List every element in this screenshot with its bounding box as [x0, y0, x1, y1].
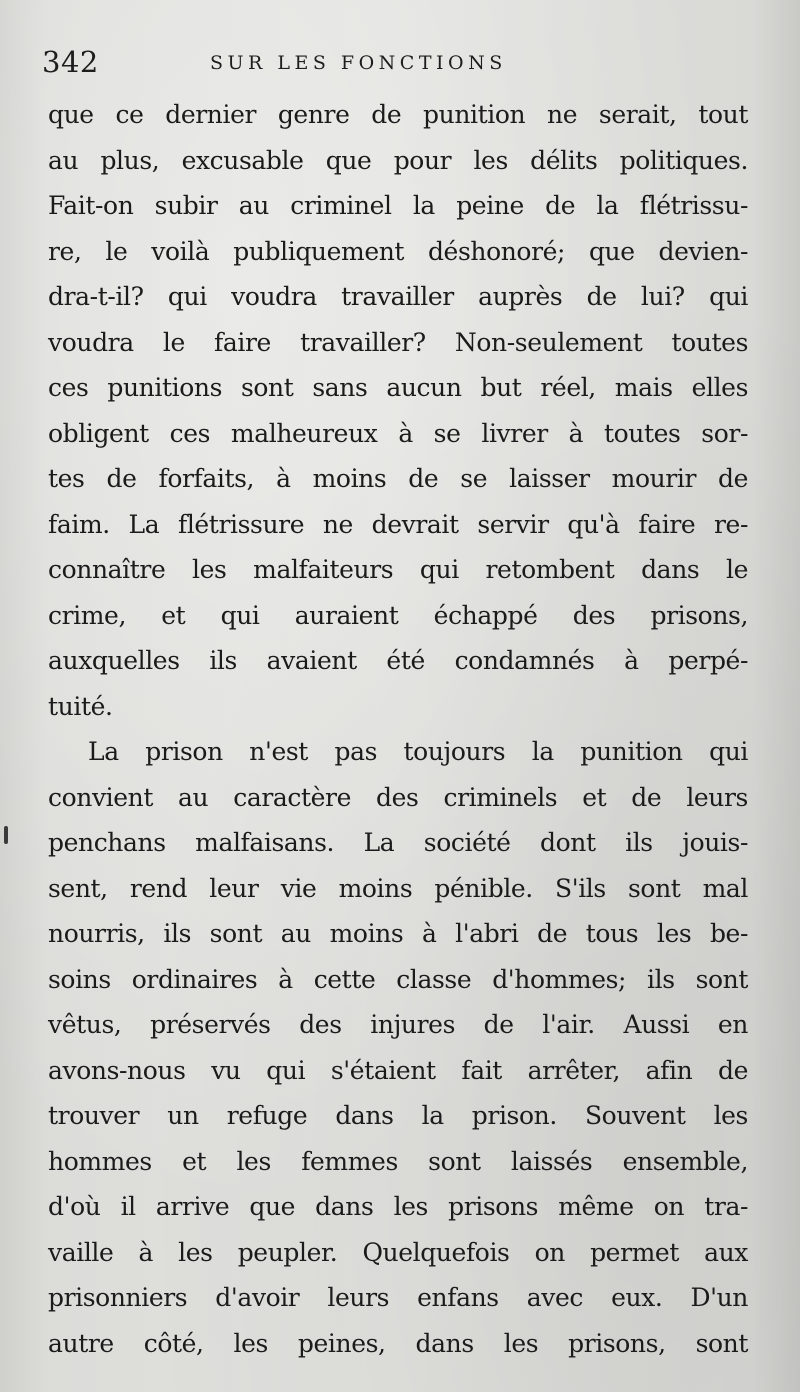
- text-line: auxquelles ils avaient été condamnés à perpé-: [48, 646, 748, 675]
- text-line: obligent ces malheureux à se livrer à toutes sor-: [48, 418, 748, 448]
- text-line: soins ordinaires à cette classe d'hommes; ils sont: [48, 964, 748, 994]
- text-line: trouver un refuge dans la prison. Souvent les: [48, 1101, 748, 1130]
- text-line: La prison n'est pas toujours la punition qui: [88, 737, 748, 766]
- text-line: connaître les malfaiteurs qui retombent dans le: [48, 555, 748, 584]
- text-line: penchans malfaisans. La société dont ils jouis-: [48, 828, 748, 857]
- text-line: avons-nous vu qui s'étaient fait arrêter, afin de: [48, 1055, 748, 1085]
- paragraph-2: [48, 729, 748, 1366]
- page-header: [42, 44, 762, 84]
- text-line: d'où il arrive que dans les prisons même on tra-: [48, 1192, 748, 1221]
- text-line: hommes et les femmes sont laissés ensemble,: [48, 1146, 748, 1176]
- text-line: dra-t-il? qui voudra travailler auprès de lui? qui: [48, 282, 748, 311]
- text-line: re, le voilà publiquement déshonoré; que devien-: [48, 236, 748, 266]
- text-line: crime, et qui auraient échappé des prisons,: [48, 600, 748, 630]
- paragraph-1: [48, 92, 748, 729]
- text-line: ces punitions sont sans aucun but réel, mais elles: [48, 373, 748, 402]
- text-line: vaille à les peupler. Quelquefois on permet aux: [48, 1237, 748, 1267]
- text-line: sent, rend leur vie moins pénible. S'ils sont mal: [48, 873, 748, 903]
- running-head: SUR LES FONCTIONS: [210, 52, 507, 74]
- text-line: tuité.: [48, 691, 113, 721]
- text-line: nourris, ils sont au moins à l'abri de tous les be-: [48, 919, 748, 948]
- text-line: vêtus, préservés des injures de l'air. Aussi en: [48, 1010, 748, 1039]
- text-line: tes de forfaits, à moins de se laisser mourir de: [48, 464, 748, 493]
- page-number: 342: [42, 45, 99, 79]
- text-line: Fait-on subir au criminel la peine de la flétrissu-: [48, 191, 748, 220]
- text-line: que ce dernier genre de punition ne serait, tout: [48, 100, 748, 129]
- text-line: convient au caractère des criminels et de leurs: [48, 782, 748, 812]
- text-line: autre côté, les peines, dans les prisons, sont: [48, 1328, 748, 1358]
- text-line: prisonniers d'avoir leurs enfans avec eux. D'un: [48, 1283, 748, 1312]
- text-line: faim. La flétrissure ne devrait servir qu'à faire re-: [48, 509, 748, 539]
- text-line: au plus, excusable que pour les délits politiques.: [48, 145, 748, 175]
- body-text: [48, 92, 748, 1366]
- margin-mark: [4, 826, 8, 844]
- text-line: voudra le faire travailler? Non-seulement toutes: [48, 327, 748, 357]
